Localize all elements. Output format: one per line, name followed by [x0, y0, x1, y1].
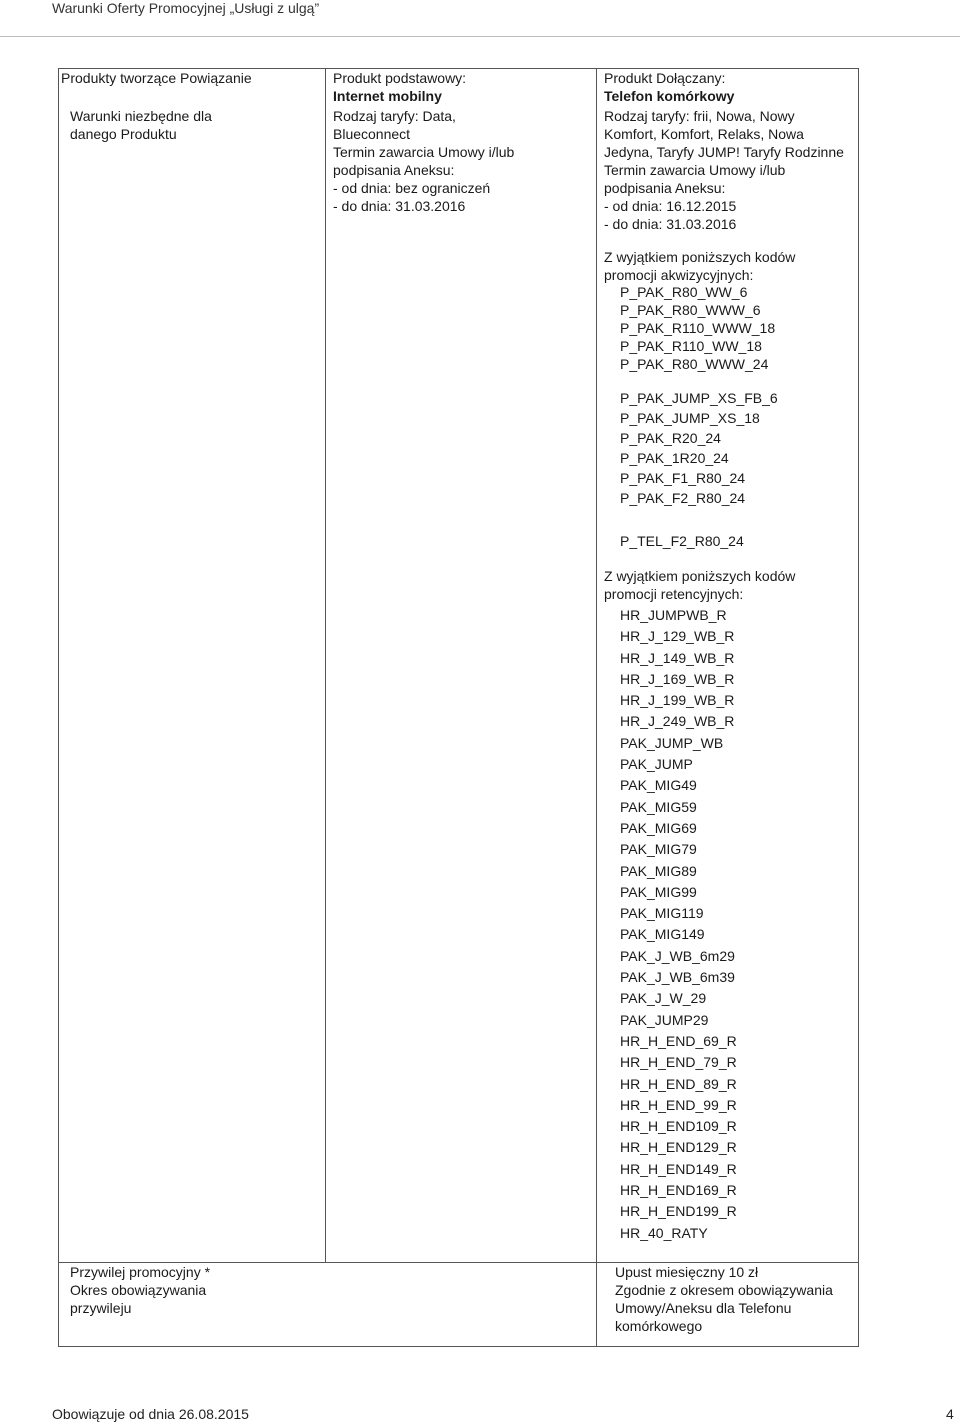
footer-effective-date: Obowiązuje od dnia 26.08.2015 — [52, 1406, 249, 1422]
promo-code: P_TEL_F2_R80_24 — [620, 533, 744, 549]
document-header-title: Warunki Oferty Promocyjnej „Usługi z ulgą” — [52, 0, 320, 16]
promo-code: HR_H_END149_R — [620, 1160, 737, 1177]
promo-code: HR_H_END_99_R — [620, 1096, 737, 1113]
acquisition-codes-group-2 — [620, 388, 778, 508]
promo-code: P_PAK_R110_WWW_18 — [620, 320, 776, 336]
promo-code: HR_J_169_WB_R — [620, 670, 735, 687]
base-product-value: Internet mobilny — [333, 88, 442, 104]
table-column-divider — [596, 69, 597, 1346]
text-line: przywileju — [70, 1300, 132, 1316]
promo-code: HR_H_END109_R — [620, 1118, 737, 1135]
text-line: Termin zawarcia Umowy i/lub — [333, 144, 515, 160]
promo-code: P_PAK_R20_24 — [620, 430, 721, 446]
promo-code: PAK_MIG89 — [620, 862, 697, 879]
base-product-conditions — [333, 107, 514, 215]
text-line: Zgodnie z okresem obowiązywania — [615, 1282, 833, 1298]
retention-codes-list — [620, 605, 737, 1244]
text-line: Termin zawarcia Umowy i/lub — [604, 162, 786, 178]
acquisition-exclusions-intro — [604, 248, 795, 284]
promo-code: PAK_JUMP_WB — [620, 734, 724, 751]
row-label-privilege — [70, 1263, 210, 1317]
text-line: Upust miesięczny 10 zł — [615, 1264, 759, 1280]
privilege-details — [615, 1263, 833, 1335]
promo-code: PAK_J_WB_6m29 — [620, 947, 735, 964]
text-line: promocji retencyjnych: — [604, 586, 744, 602]
promo-code: HR_H_END_89_R — [620, 1075, 737, 1092]
text-line: Komfort, Komfort, Relaks, Nowa — [604, 126, 804, 142]
text-line: komórkowego — [615, 1318, 703, 1334]
promo-code: PAK_MIG69 — [620, 819, 697, 836]
promo-code: HR_40_RATY — [620, 1224, 708, 1241]
promo-code: PAK_MIG149 — [620, 926, 705, 943]
promo-code: P_PAK_R110_WW_18 — [620, 338, 762, 354]
promo-code: PAK_J_WB_6m39 — [620, 969, 735, 986]
acquisition-codes-group-3 — [620, 532, 744, 550]
promo-code: PAK_MIG59 — [620, 798, 697, 815]
promo-code: HR_H_END129_R — [620, 1139, 737, 1156]
text-line: Rodzaj taryfy: Data, — [333, 108, 456, 124]
text-line: - od dnia: 16.12.2015 — [604, 198, 737, 214]
promo-code: PAK_MIG79 — [620, 841, 697, 858]
text-line: Blueconnect — [333, 126, 411, 142]
promo-code: HR_J_129_WB_R — [620, 628, 735, 645]
promo-code: PAK_J_W_29 — [620, 990, 707, 1007]
promo-code: PAK_MIG99 — [620, 883, 697, 900]
text-line: Umowy/Aneksu dla Telefonu — [615, 1300, 792, 1316]
promo-code: P_PAK_F1_R80_24 — [620, 470, 746, 486]
text-line: Przywilej promocyjny * — [70, 1264, 211, 1280]
text-line: podpisania Aneksu: — [333, 162, 455, 178]
promo-code: HR_H_END_69_R — [620, 1032, 737, 1049]
promo-code: HR_H_END169_R — [620, 1182, 737, 1199]
page-number: 4 — [946, 1406, 954, 1422]
added-product-value: Telefon komórkowy — [604, 88, 735, 104]
promo-code: HR_H_END199_R — [620, 1203, 737, 1220]
promo-code: PAK_JUMP — [620, 756, 693, 773]
text-line: - od dnia: bez ograniczeń — [333, 180, 491, 196]
text-line: Jedyna, Taryfy JUMP! Taryfy Rodzinne — [604, 144, 844, 160]
text-line: - do dnia: 31.03.2016 — [604, 216, 737, 232]
text-line: danego Produktu — [70, 126, 177, 142]
promo-code: HR_J_199_WB_R — [620, 692, 735, 709]
table-column-divider — [325, 69, 326, 1263]
text-line: Okres obowiązywania — [70, 1282, 207, 1298]
promo-code: P_PAK_JUMP_XS_FB_6 — [620, 390, 778, 406]
promo-code: PAK_MIG49 — [620, 777, 697, 794]
promo-code: P_PAK_JUMP_XS_18 — [620, 410, 760, 426]
added-product-conditions — [604, 107, 844, 233]
promo-code: PAK_JUMP29 — [620, 1011, 709, 1028]
text-line: Z wyjątkiem poniższych kodów — [604, 249, 796, 265]
row-label-conditions — [70, 107, 212, 143]
text-line: Rodzaj taryfy: frii, Nowa, Nowy — [604, 108, 795, 124]
row-label-products: Produkty tworzące Powiązanie — [61, 70, 252, 86]
promo-code: HR_JUMPWB_R — [620, 607, 727, 623]
text-line: Z wyjątkiem poniższych kodów — [604, 568, 796, 584]
text-line: promocji akwizycyjnych: — [604, 267, 754, 283]
promo-code: P_PAK_R80_WW_6 — [620, 284, 748, 300]
base-product-label: Produkt podstawowy: — [333, 70, 467, 86]
retention-exclusions-intro — [604, 567, 795, 603]
promo-code: HR_J_149_WB_R — [620, 649, 735, 666]
header-divider — [0, 36, 960, 37]
promo-code: HR_J_249_WB_R — [620, 713, 735, 730]
acquisition-codes-group-1 — [620, 283, 775, 373]
text-line: Warunki niezbędne dla — [70, 108, 212, 124]
promo-code: PAK_MIG119 — [620, 905, 704, 922]
promo-code: P_PAK_R80_WWW_24 — [620, 356, 769, 372]
text-line: - do dnia: 31.03.2016 — [333, 198, 466, 214]
promo-code: HR_H_END_79_R — [620, 1054, 737, 1071]
promo-code: P_PAK_R80_WWW_6 — [620, 302, 761, 318]
promo-code: P_PAK_1R20_24 — [620, 450, 729, 466]
text-line: podpisania Aneksu: — [604, 180, 726, 196]
added-product-label: Produkt Dołączany: — [604, 70, 726, 86]
promo-code: P_PAK_F2_R80_24 — [620, 490, 746, 506]
